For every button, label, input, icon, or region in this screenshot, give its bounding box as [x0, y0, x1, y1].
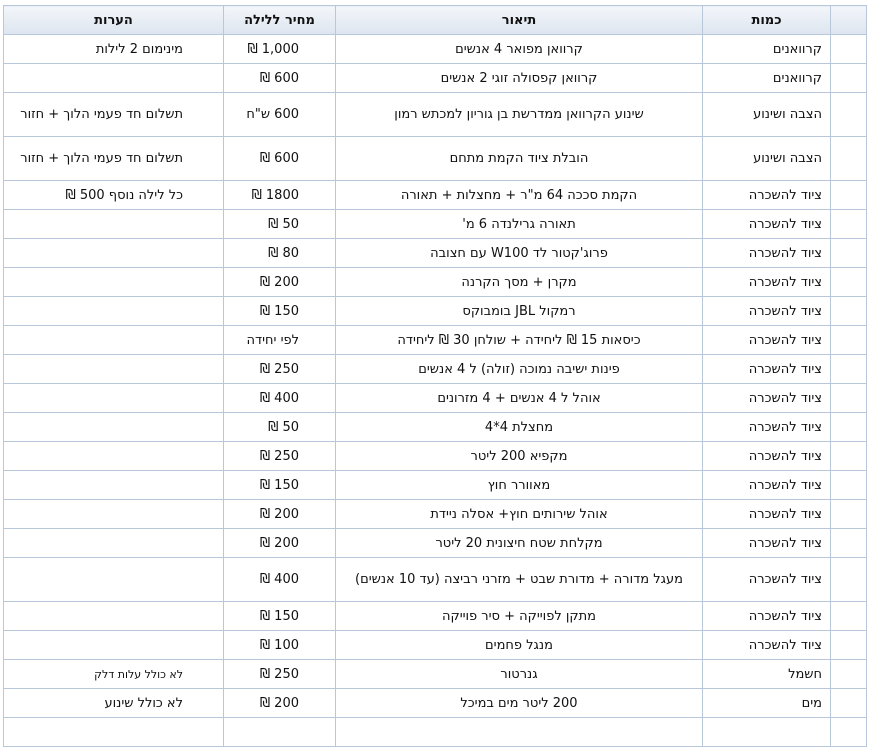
price-cell: 50 ₪: [224, 413, 336, 442]
qty-cell: ציוד להשכרה: [703, 239, 831, 268]
price-cell: 150 ₪: [224, 602, 336, 631]
table-body: [4, 35, 867, 747]
description-cell: שינוע הקרוואן ממדרשת בן גוריון למכתש רמון: [336, 93, 703, 137]
description-cell: הובלת ציוד הקמת מתחם: [336, 137, 703, 181]
description-cell: מתקן לפוייקה + סיר פוייקה: [336, 602, 703, 631]
table-row: [4, 442, 867, 471]
notes-cell: [4, 239, 224, 268]
notes-cell: [4, 268, 224, 297]
qty-cell: קרוואנים: [703, 35, 831, 64]
price-cell: 600 ש"ח: [224, 93, 336, 137]
qty-cell: ציוד להשכרה: [703, 210, 831, 239]
table-row: [4, 660, 867, 689]
notes-cell: לא כולל עלות דלק: [4, 660, 224, 689]
notes-cell: כל לילה נוסף 500 ₪: [4, 181, 224, 210]
price-table: [3, 5, 867, 747]
notes-cell: [4, 558, 224, 602]
price-cell: 50 ₪: [224, 210, 336, 239]
notes-cell: [4, 210, 224, 239]
price-cell: [224, 718, 336, 747]
table-row: [4, 239, 867, 268]
row-blank-cell: [831, 93, 867, 137]
table-row: [4, 64, 867, 93]
price-cell: 200 ₪: [224, 500, 336, 529]
row-blank-cell: [831, 529, 867, 558]
qty-cell: ציוד להשכרה: [703, 471, 831, 500]
row-blank-cell: [831, 297, 867, 326]
header-row: [4, 6, 867, 35]
notes-cell: [4, 355, 224, 384]
row-blank-cell: [831, 326, 867, 355]
table-row: [4, 137, 867, 181]
qty-cell: ציוד להשכרה: [703, 413, 831, 442]
description-cell: הקמת סככה 64 מ"ר + מחצלות + תאורה: [336, 181, 703, 210]
description-cell: פינות ישיבה נמוכה (זולה) ל 4 אנשים: [336, 355, 703, 384]
row-blank-cell: [831, 602, 867, 631]
row-blank-cell: [831, 355, 867, 384]
description-cell: מקרן + מסך הקרנה: [336, 268, 703, 297]
qty-cell: ציוד להשכרה: [703, 384, 831, 413]
table-row: [4, 631, 867, 660]
notes-cell: [4, 529, 224, 558]
row-blank-cell: [831, 210, 867, 239]
notes-cell: [4, 631, 224, 660]
description-cell: מאוורר חוץ: [336, 471, 703, 500]
qty-cell: ציוד להשכרה: [703, 181, 831, 210]
description-cell: מקפיא 200 ליטר: [336, 442, 703, 471]
row-blank-cell: [831, 718, 867, 747]
notes-cell: [4, 471, 224, 500]
qty-cell: הצבה ושינוע: [703, 137, 831, 181]
qty-cell: מים: [703, 689, 831, 718]
qty-cell: ציוד להשכרה: [703, 297, 831, 326]
row-blank-cell: [831, 660, 867, 689]
description-cell: גנרטור: [336, 660, 703, 689]
qty-cell: הצבה ושינוע: [703, 93, 831, 137]
notes-cell: תשלום חד פעמי הלוך + חזור: [4, 137, 224, 181]
price-cell: 400 ₪: [224, 558, 336, 602]
table-row: [4, 355, 867, 384]
table-row: [4, 297, 867, 326]
description-cell: כיסאות 15 ₪ ליחידה + שולחן 30 ₪ ליחידה: [336, 326, 703, 355]
description-cell: [336, 718, 703, 747]
notes-cell: [4, 602, 224, 631]
price-cell: 600 ₪: [224, 137, 336, 181]
row-blank-cell: [831, 384, 867, 413]
qty-cell: ציוד להשכרה: [703, 631, 831, 660]
qty-cell: חשמל: [703, 660, 831, 689]
description-cell: קרוואן מפואר 4 אנשים: [336, 35, 703, 64]
price-cell: 250 ₪: [224, 442, 336, 471]
row-blank-cell: [831, 558, 867, 602]
price-cell: 250 ₪: [224, 355, 336, 384]
row-blank-cell: [831, 689, 867, 718]
description-cell: מנגל פחמים: [336, 631, 703, 660]
notes-cell: [4, 718, 224, 747]
notes-cell: [4, 326, 224, 355]
qty-cell: ציוד להשכרה: [703, 500, 831, 529]
notes-cell: לא כולל שינוע: [4, 689, 224, 718]
table-row: [4, 529, 867, 558]
table-row: [4, 181, 867, 210]
header-notes: הערות: [4, 6, 224, 35]
qty-cell: ציוד להשכרה: [703, 355, 831, 384]
qty-cell: ציוד להשכרה: [703, 529, 831, 558]
notes-cell: [4, 384, 224, 413]
table-row: [4, 558, 867, 602]
row-blank-cell: [831, 413, 867, 442]
description-cell: מעגל מדורה + מדורת שבט + מזרני רביצה (עד 10 אנשים): [336, 558, 703, 602]
row-blank-cell: [831, 500, 867, 529]
table-row: [4, 326, 867, 355]
description-cell: 200 ליטר מים במיכל: [336, 689, 703, 718]
table-row: [4, 413, 867, 442]
price-cell: 100 ₪: [224, 631, 336, 660]
price-cell: 200 ₪: [224, 268, 336, 297]
row-blank-cell: [831, 631, 867, 660]
description-cell: פרוג'קטור לד W100 עם חצובה: [336, 239, 703, 268]
notes-cell: תשלום חד פעמי הלוך + חזור: [4, 93, 224, 137]
qty-cell: ציוד להשכרה: [703, 442, 831, 471]
row-blank-cell: [831, 471, 867, 500]
price-cell: 150 ₪: [224, 297, 336, 326]
price-table-container: [3, 5, 867, 747]
row-blank-cell: [831, 35, 867, 64]
qty-cell: ציוד להשכרה: [703, 326, 831, 355]
table-row: [4, 471, 867, 500]
description-cell: אוהל שירותים חוץ+ אסלה ניידת: [336, 500, 703, 529]
price-cell: 400 ₪: [224, 384, 336, 413]
description-cell: אוהל ל 4 אנשים + 4 מזרונים: [336, 384, 703, 413]
notes-cell: [4, 64, 224, 93]
table-row: [4, 210, 867, 239]
table-row: [4, 602, 867, 631]
qty-cell: ציוד להשכרה: [703, 558, 831, 602]
description-cell: קרוואן קפסולה זוגי 2 אנשים: [336, 64, 703, 93]
price-cell: 600 ₪: [224, 64, 336, 93]
notes-cell: מינימום 2 לילות: [4, 35, 224, 64]
description-cell: רמקול JBL בומבוקס: [336, 297, 703, 326]
row-blank-cell: [831, 181, 867, 210]
header-blank: [831, 6, 867, 35]
table-row: [4, 718, 867, 747]
price-cell: 250 ₪: [224, 660, 336, 689]
header-description: תיאור: [336, 6, 703, 35]
notes-cell: [4, 442, 224, 471]
table-row: [4, 689, 867, 718]
header-qty: כמות: [703, 6, 831, 35]
table-row: [4, 268, 867, 297]
description-cell: תאורה גרילנדה 6 מ': [336, 210, 703, 239]
price-cell: 1,000 ₪: [224, 35, 336, 64]
table-row: [4, 500, 867, 529]
notes-cell: [4, 500, 224, 529]
price-cell: 200 ₪: [224, 529, 336, 558]
row-blank-cell: [831, 137, 867, 181]
notes-cell: [4, 413, 224, 442]
row-blank-cell: [831, 64, 867, 93]
notes-cell: [4, 297, 224, 326]
qty-cell: ציוד להשכרה: [703, 268, 831, 297]
description-cell: מקלחת שטח חיצונית 20 ליטר: [336, 529, 703, 558]
price-cell: 1800 ₪: [224, 181, 336, 210]
row-blank-cell: [831, 239, 867, 268]
price-cell: 200 ₪: [224, 689, 336, 718]
qty-cell: קרוואנים: [703, 64, 831, 93]
qty-cell: [703, 718, 831, 747]
table-row: [4, 384, 867, 413]
row-blank-cell: [831, 442, 867, 471]
row-blank-cell: [831, 268, 867, 297]
description-cell: מחצלת 4*4: [336, 413, 703, 442]
table-row: [4, 35, 867, 64]
header-price-per-night: מחיר ללילה: [224, 6, 336, 35]
price-cell: לפי יחידה: [224, 326, 336, 355]
qty-cell: ציוד להשכרה: [703, 602, 831, 631]
price-cell: 150 ₪: [224, 471, 336, 500]
price-cell: 80 ₪: [224, 239, 336, 268]
table-row: [4, 93, 867, 137]
